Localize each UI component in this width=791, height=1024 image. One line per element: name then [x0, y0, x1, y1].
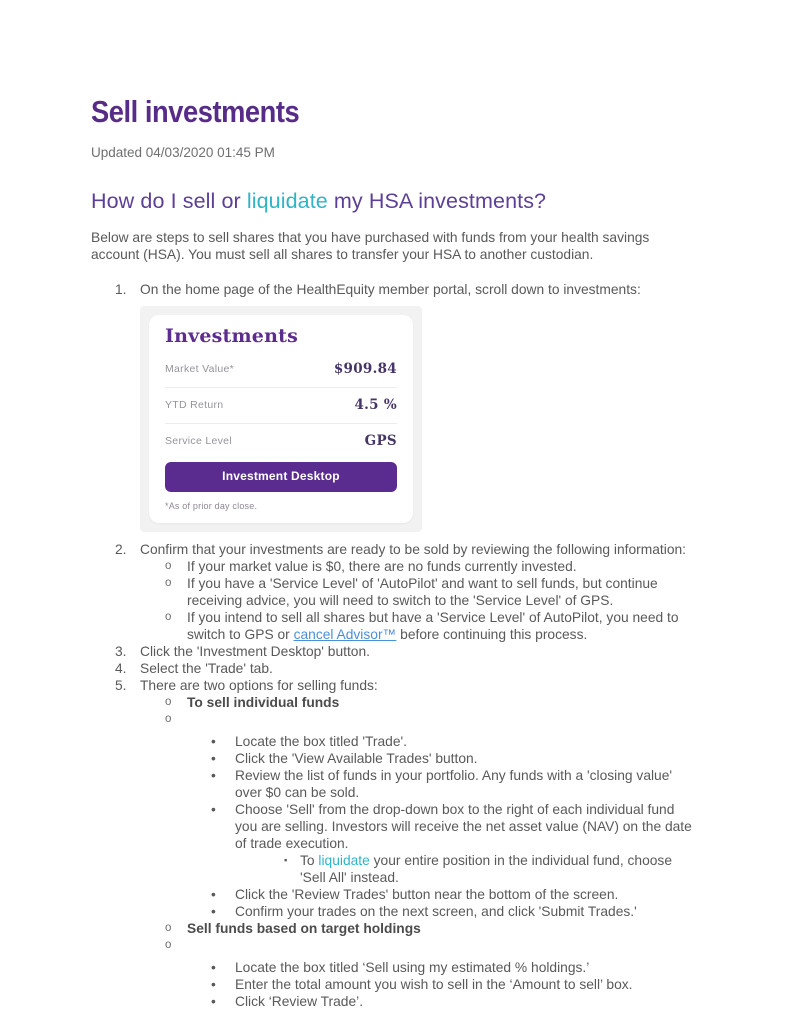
- disc-bullet: •: [211, 751, 216, 766]
- option-2-bullet-3-text: Click ‘Review Trade’.: [235, 994, 364, 1009]
- ytd-return-label: YTD Return: [165, 399, 224, 411]
- circle-bullet: o: [165, 922, 172, 934]
- step-2-sub-2-text: If you have a 'Service Level' of 'AutoPilot' and want to sell funds, but continue receiving advice, you will need to switch to the 'Service Level' of GPS.: [187, 576, 658, 608]
- circle-bullet: o: [165, 939, 172, 951]
- option-1-bullet-2: [211, 750, 700, 767]
- investment-desktop-button: Investment Desktop: [165, 462, 397, 492]
- option-1-bullet-3-text: Review the list of funds in your portfolio. Any funds with a 'closing value' over $0 can be sold.: [235, 768, 673, 800]
- service-level-row: [165, 423, 397, 459]
- empty-circle-item: [165, 711, 700, 728]
- step-2-sub-1: [165, 558, 700, 575]
- empty-circle-item: [165, 937, 700, 954]
- option-1-bullet-5: [211, 886, 700, 903]
- option-2-title: Sell funds based on target holdings: [187, 921, 421, 936]
- nested-post: your entire position in the individual fund, choose 'Sell All' instead.: [300, 853, 673, 885]
- step-5-text: There are two options for selling funds:: [140, 678, 378, 693]
- option-1-bullet-5-text: Click the 'Review Trades' button near the bottom of the screen.: [235, 887, 619, 902]
- option-1-bullet-1-text: Locate the box titled 'Trade'.: [235, 734, 407, 749]
- step-2-sub-1-text: If your market value is $0, there are no funds currently invested.: [187, 559, 577, 574]
- option-2-bullet-2-text: Enter the total amount you wish to sell in the ‘Amount to sell’ box.: [235, 977, 633, 992]
- heading-highlight-liquidate: liquidate: [246, 189, 328, 213]
- option-1-bullet-6: [211, 903, 700, 920]
- step-3: [115, 643, 700, 660]
- step-2-sub-2: [165, 575, 700, 609]
- step-4: [115, 660, 700, 677]
- step-3-number: 3.: [115, 644, 127, 659]
- option-2-bullet-1: [211, 959, 700, 976]
- market-value-amount: $909.84: [333, 361, 397, 377]
- option-1-heading: [165, 694, 700, 711]
- step-4-text: Select the 'Trade' tab.: [140, 661, 273, 676]
- option-2-bullet-1-text: Locate the box titled ‘Sell using my estimated % holdings.’: [235, 960, 590, 975]
- step-1: [115, 281, 700, 541]
- disc-bullet: •: [211, 734, 216, 749]
- step-1-text: On the home page of the HealthEquity member portal, scroll down to investments:: [140, 282, 641, 297]
- option-2-bullet-3: [211, 993, 700, 1010]
- cancel-advisor-link[interactable]: cancel Advisor™: [293, 627, 397, 642]
- market-value-label: Market Value*: [165, 363, 235, 375]
- steps-list: [91, 281, 700, 1010]
- investments-card-title: Investments: [165, 325, 298, 347]
- service-level-label: Service Level: [165, 435, 232, 447]
- step-1-number: 1.: [115, 282, 127, 297]
- circle-bullet: o: [165, 611, 172, 623]
- heading-text-pre: How do I sell or: [91, 189, 247, 213]
- disc-bullet: •: [211, 887, 216, 902]
- nested-highlight-liquidate: liquidate: [318, 853, 370, 868]
- option-1-bullet-4-text: Choose 'Sell' from the drop-down box to the right of each individual fund you are selling. Investors will receive the net asset value (NAV) on the date of trade execution.: [235, 802, 692, 851]
- option-1-bullet-3: [211, 767, 700, 801]
- option-2-bullet-2: [211, 976, 700, 993]
- intro-paragraph: Below are steps to sell shares that you have purchased with funds from your health savings account (HSA). You must sell all shares to transfer your HSA to another custodian.: [91, 230, 650, 262]
- step-2-number: 2.: [115, 542, 127, 557]
- ytd-return-row: [165, 387, 397, 423]
- option-1-title: To sell individual funds: [187, 695, 340, 710]
- circle-bullet: o: [165, 696, 172, 708]
- step-5: [115, 677, 700, 694]
- investments-card: [149, 315, 413, 523]
- option-1-bullet-2-text: Click the 'View Available Trades' button.: [235, 751, 478, 766]
- option-1-bullet-6-text: Confirm your trades on the next screen, and click 'Submit Trades.': [235, 904, 637, 919]
- disc-bullet: •: [211, 802, 216, 817]
- option-1-nested-bullet: [284, 852, 700, 886]
- option-1-bullet-1: [211, 733, 700, 750]
- heading-text-post: my HSA investments?: [327, 189, 547, 213]
- step-2-sub-3-post: before continuing this process.: [396, 627, 588, 642]
- disc-bullet: •: [211, 960, 216, 975]
- step-2: [115, 541, 700, 558]
- step-2-text: Confirm that your investments are ready to be sold by reviewing the following information:: [140, 542, 687, 557]
- circle-bullet: o: [165, 713, 172, 725]
- investments-screenshot: [140, 306, 422, 532]
- page-title: Sell investments: [91, 94, 300, 129]
- card-footnote: *As of prior day close.: [165, 501, 258, 511]
- option-1-bullet-4: [211, 801, 700, 852]
- disc-bullet: •: [211, 977, 216, 992]
- step-4-number: 4.: [115, 661, 127, 676]
- section-heading: [91, 189, 700, 214]
- step-3-text: Click the 'Investment Desktop' button.: [140, 644, 370, 659]
- circle-bullet: o: [165, 577, 172, 589]
- disc-bullet: •: [211, 904, 216, 919]
- ytd-return-value: 4.5 %: [354, 397, 397, 413]
- step-2-sub-3-pre: If you intend to sell all shares but have a 'Service Level' of AutoPilot, you need to switch to GPS or: [187, 610, 679, 642]
- step-2-sub-3: [165, 609, 700, 643]
- nested-pre: To: [300, 853, 319, 868]
- disc-bullet: •: [211, 994, 216, 1009]
- market-value-row: [165, 352, 397, 387]
- option-2-heading: [165, 920, 700, 937]
- circle-bullet: o: [165, 560, 172, 572]
- step-5-number: 5.: [115, 678, 127, 693]
- service-level-value: GPS: [364, 433, 397, 449]
- disc-bullet: •: [211, 768, 216, 783]
- square-bullet: ▪: [284, 855, 288, 866]
- updated-timestamp: Updated 04/03/2020 01:45 PM: [91, 145, 275, 160]
